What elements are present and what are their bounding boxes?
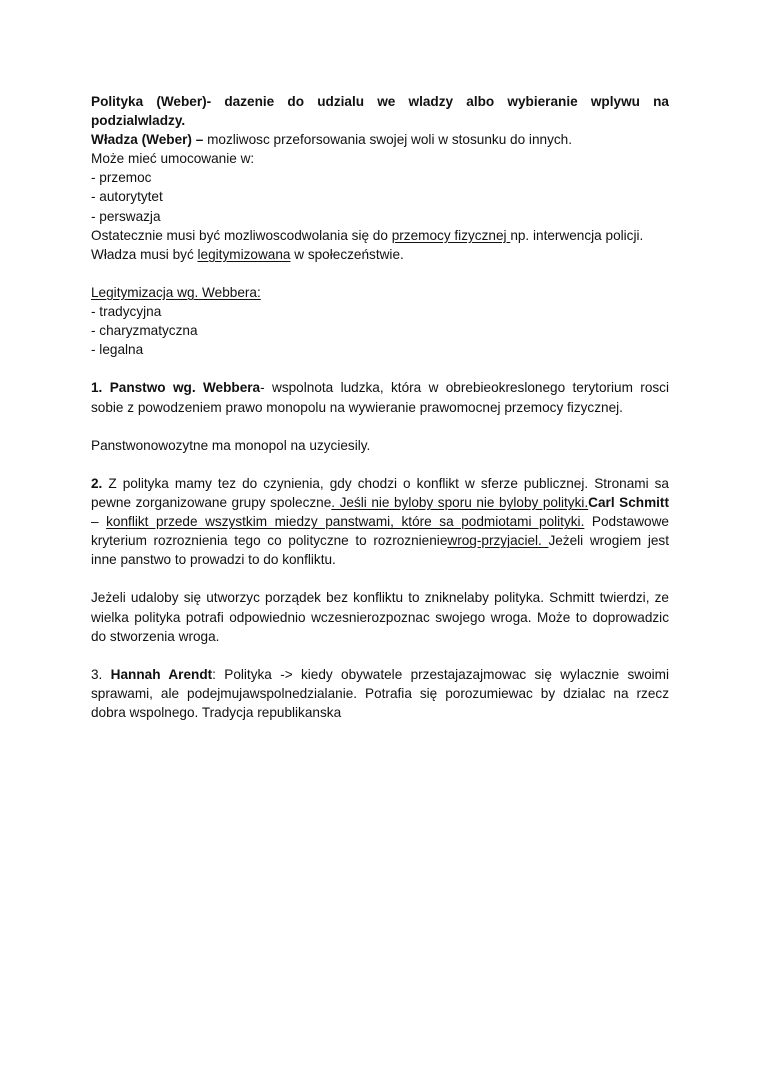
legitymizacja-heading: Legitymizacja wg. Webbera: [91,284,261,300]
definition-text: mozliwosc przeforsowania swojej woli w stosunku do innych. [203,132,572,148]
text-span: Z polityka mamy tez do czynienia, gdy chodzi o konflikt w sferze publicznej. Stronami sa pewne zorganizowane grupy spoleczne [91,475,669,510]
underlined-text: wrog-przyjaciel. [447,533,549,549]
section-1-panstwo [91,378,669,416]
text-span: Władza musi być [91,246,198,262]
paragraph-umocowanie: Może mieć umocowanie w: [91,151,255,167]
list-item: - legalna [91,342,144,358]
bold-term: Władza (Weber) – [91,132,204,148]
section-number: 2. [91,475,103,491]
list-item: - przemoc [91,170,152,186]
text-span: – [91,514,107,530]
bold-term: Polityka (Weber)- dazenie do udzialu we wladzy albo wybieranie wplywu na podzialwladzy. [91,94,669,129]
bold-term: Carl Schmitt [588,494,669,510]
list-item: - charyzmatyczna [91,323,198,339]
definition-wladza [91,130,669,149]
text-span: Podstawowe kryterium rozroznienia tego co polityczne to rozroznienie [91,514,669,549]
paragraph-schmitt-wrog: Jeżeli udaloby się utworzyc porządek bez konfliktu to zniknelaby polityka. Schmitt twierdzi, ze wielka polityka potrafi odpowiednio wczesnierozpoznac swojego wroga. Może to doprowadzic do stworzenia wroga. [91,590,669,644]
text-span: Jeżeli wrogiem jest inne panstwo to prowadzi to do konfliktu. [91,533,669,568]
text-span: - wspolnota ludzka, która w obrebieokreslonego terytorium rosci sobie z powodzeniem prawo monopolu na wywieranie prawomocnej przemocy fizycznej. [91,380,669,415]
section-number: 3. [91,666,111,682]
underlined-text: konflikt przede wszystkim miedzy panstwami, które sa podmiotami polityki. [106,514,585,530]
section-2-schmitt [91,474,669,569]
text-span: Ostatecznie musi być mozliwoscodwolania się do [91,227,392,243]
text-span: np. interwencja policji. [510,227,644,243]
text-span: : Polityka -> kiedy obywatele przestajazajmowac się wylacznie swoimi sprawami, ale podejmujawspolnedzialanie. Potrafia się porozumiewac by dzialac na rzecz dobra wspolnego. Tradycja republikanska [91,666,670,720]
underlined-text: legitymizowana [197,246,291,262]
underlined-text: przemocy fizycznej [391,227,511,243]
list-item: - autorytytet [91,189,163,205]
text-span: w społeczeństwie. [290,246,404,262]
definition-polityka [91,92,669,130]
underlined-text: . Jeśli nie byloby sporu nie byloby polityki. [331,494,589,510]
bold-term: Hannah Arendt [110,666,213,682]
list-item: - perswazja [91,208,161,224]
paragraph-legitymizowana [91,245,669,264]
paragraph-przemoc [91,226,669,245]
paragraph-monopol: Panstwonowozytne ma monopol na uzyciesily. [91,437,371,453]
section-3-arendt [91,665,669,722]
list-item: - tradycyjna [91,304,162,320]
bold-term: 1. Panstwo wg. Webbera [91,380,261,396]
